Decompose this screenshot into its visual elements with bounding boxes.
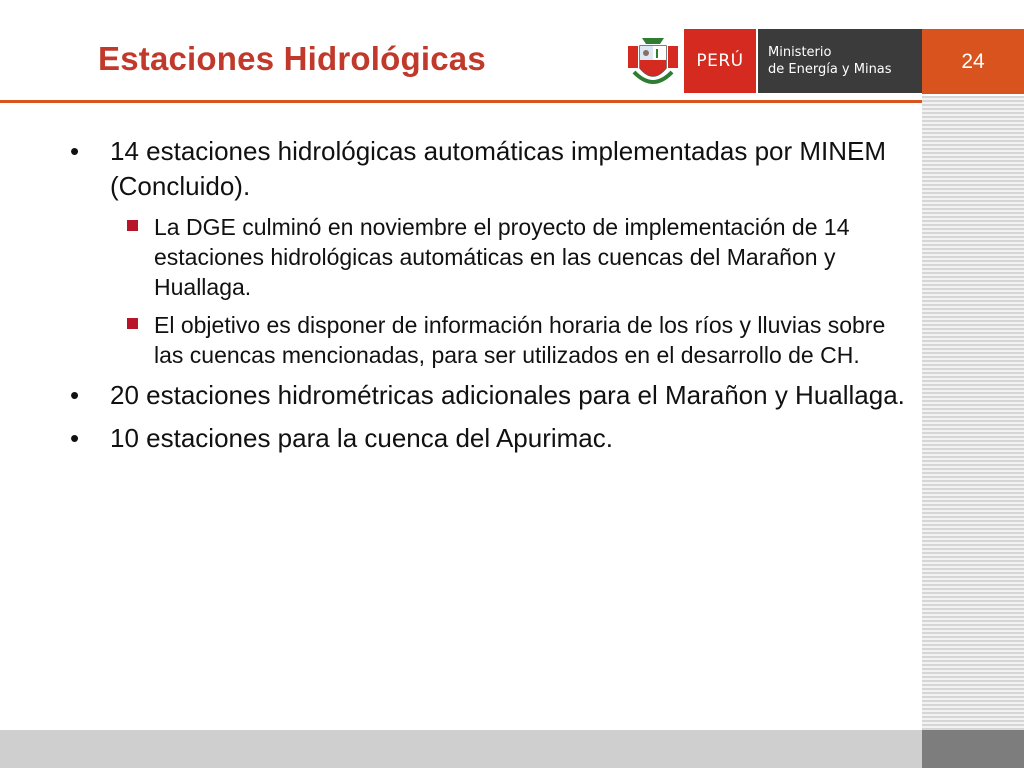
bullet-text: 20 estaciones hidrométricas adicionales para el Marañon y Huallaga. [110, 380, 905, 410]
bullet-item-1 [70, 134, 910, 204]
bullet-marker: • [70, 136, 80, 166]
page-number: 24 [922, 29, 1024, 94]
bullet-item-2 [70, 378, 910, 413]
bullet-marker: • [70, 380, 80, 410]
sub-bullet-list [70, 212, 910, 370]
square-bullet-icon [127, 318, 138, 329]
bullet-text: 10 estaciones para la cuenca del Apurimac. [110, 423, 613, 453]
peru-label-box: PERÚ [684, 29, 756, 93]
sub-bullet-text: La DGE culminó en noviembre el proyecto de implementación de 14 estaciones hidrológicas automáticas en las cuencas del Marañon y Huallaga. [154, 214, 850, 300]
ministry-line-1: Ministerio [768, 45, 832, 60]
sub-bullet-item-1 [70, 212, 910, 302]
square-bullet-icon [127, 220, 138, 231]
footer-bar [0, 730, 922, 768]
peru-coat-of-arms-icon [624, 29, 682, 93]
bullet-text: 14 estaciones hidrológicas automáticas implementadas por MINEM (Concluido). [110, 136, 887, 201]
side-stripe-decoration [922, 96, 1024, 730]
bullet-item-3 [70, 421, 910, 456]
footer-corner [922, 730, 1024, 768]
slide-content [70, 134, 910, 464]
government-logo [624, 29, 922, 93]
ministry-label-box [758, 29, 922, 93]
slide-title: Estaciones Hidrológicas [98, 40, 486, 77]
sub-bullet-text: El objetivo es disponer de información horaria de los ríos y lluvias sobre las cuencas mencionadas, para ser utilizados en el desarrollo de CH. [154, 312, 886, 368]
bullet-marker: • [70, 423, 80, 453]
sub-bullet-item-2 [70, 310, 910, 370]
title-underline [0, 100, 922, 103]
ministry-line-2: de Energía y Minas [768, 62, 892, 77]
